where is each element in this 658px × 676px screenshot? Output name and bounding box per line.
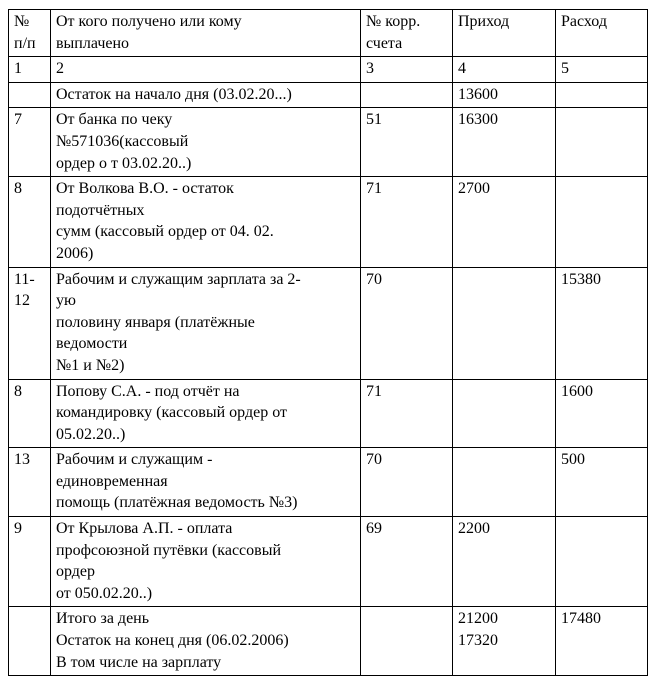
cell-expense: [556, 108, 648, 177]
cell-income: [453, 448, 556, 517]
cell-expense: 17480: [556, 607, 648, 676]
colnum-3: 3: [361, 57, 453, 83]
cell-expense: 1600: [556, 379, 648, 448]
table-row: [9, 517, 648, 607]
cell-desc: Итого за день Остаток на конец дня (06.02.2006) В том числе на зарплату: [51, 607, 361, 676]
colnum-4: 4: [453, 57, 556, 83]
cell-desc: Рабочим и служащим - единовременная помощь (платёжная ведомость №3): [51, 448, 361, 517]
cell-income: [453, 379, 556, 448]
column-number-row: [9, 57, 648, 83]
table-row: [9, 108, 648, 177]
table-row: [9, 448, 648, 517]
colnum-1: 1: [9, 57, 51, 83]
cell-income: [453, 267, 556, 379]
cell-corr: 71: [361, 379, 453, 448]
cash-book-table: [8, 9, 648, 676]
cell-num: 7: [9, 108, 51, 177]
header-num: № п/п: [9, 10, 51, 57]
cell-income: 16300: [453, 108, 556, 177]
cell-num: 9: [9, 517, 51, 607]
table-row: [9, 82, 648, 108]
cell-desc: Остаток на начало дня (03.02.20...): [51, 82, 361, 108]
cell-num: [9, 82, 51, 108]
cell-corr: 71: [361, 177, 453, 267]
cell-expense: 15380: [556, 267, 648, 379]
cell-income: 21200 17320: [453, 607, 556, 676]
cell-expense: [556, 82, 648, 108]
colnum-2: 2: [51, 57, 361, 83]
cell-num: 8: [9, 177, 51, 267]
cell-desc: От банка по чеку №571036(кассовый ордер о т 03.02.20..): [51, 108, 361, 177]
header-expense: Расход: [556, 10, 648, 57]
cell-corr: 70: [361, 267, 453, 379]
cell-corr: [361, 607, 453, 676]
cell-num: 11- 12: [9, 267, 51, 379]
cell-desc: От Крылова А.П. - оплата профсоюзной путёвки (кассовый ордер от 050.02.20..): [51, 517, 361, 607]
table-row: [9, 267, 648, 379]
cell-num: [9, 607, 51, 676]
cell-income: 2200: [453, 517, 556, 607]
cell-corr: 51: [361, 108, 453, 177]
cash-book-table-container: [8, 9, 648, 676]
table-row: [9, 607, 648, 676]
cell-desc: От Волкова В.О. - остаток подотчётных сумм (кассовый ордер от 04. 02. 2006): [51, 177, 361, 267]
header-row: [9, 10, 648, 57]
cell-expense: [556, 177, 648, 267]
table-row: [9, 379, 648, 448]
cell-desc: Рабочим и служащим зарплата за 2- ую половину января (платёжные ведомости №1 и №2): [51, 267, 361, 379]
header-income: Приход: [453, 10, 556, 57]
cell-corr: 69: [361, 517, 453, 607]
cell-corr: [361, 82, 453, 108]
header-from: От кого получено или кому выплачено: [51, 10, 361, 57]
table-row: [9, 177, 648, 267]
header-corr: № корр. счета: [361, 10, 453, 57]
cell-income: 13600: [453, 82, 556, 108]
cell-num: 8: [9, 379, 51, 448]
cell-corr: 70: [361, 448, 453, 517]
colnum-5: 5: [556, 57, 648, 83]
cell-num: 13: [9, 448, 51, 517]
cell-expense: 500: [556, 448, 648, 517]
cell-income: 2700: [453, 177, 556, 267]
cell-expense: [556, 517, 648, 607]
cell-desc: Попову С.А. - под отчёт на командировку (кассовый ордер от 05.02.20..): [51, 379, 361, 448]
